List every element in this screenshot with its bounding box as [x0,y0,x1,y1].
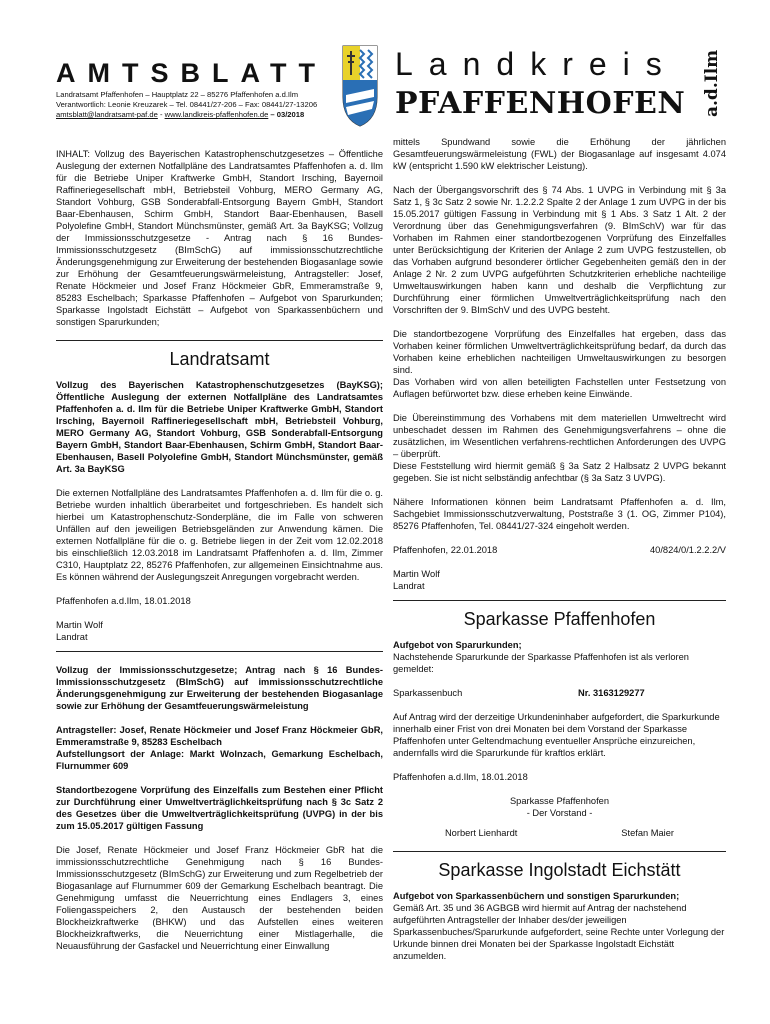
imm-heading: Vollzug der Immissionsschutzgesetze; Antrag nach § 16 Bundes-Immissionsschutzgesetz (BImSchG) auf immissionsschutzrechtliche Änderungsgenehmigung zur Erweiterung der bestehenden Biogasanlage sowie zur Erhöhung der Gesamtfeuerungswärmeleistung [56,665,383,711]
responsible-line: Verantwortlich: Leonie Kreuzarek – Tel. 08441/27-206 – Fax: 08441/27-13206 [56,100,318,110]
sp-heading: Aufgebot von Sparurkunden; [393,640,522,650]
website-link[interactable]: www.landkreis-pfaffenhofen.de [164,110,269,120]
brand-landkreis: Landkreis [395,46,678,82]
conformity-paragraph: Die Übereinstimmung des Vorhabens mit dem materiellen Umweltrecht wird unbeschadet dessen im Rahmen des Genehmigungsverfahrens – ohne die zusätzlichen, im Wesentlichen verfahrens-rechtlichen Anforderungen des UVPG – überprüft. [393,413,726,459]
date-row [393,544,726,556]
amtsblatt-title: AMTSBLATT [56,58,327,88]
brand-adilm: a.d.Ilm [702,49,722,117]
sp-signer-1: Norbert Lienhardt [444,828,518,838]
imm-role: Landrat [393,581,425,591]
imm-applicant: Antragsteller: Josef, Renate Höckmeier und Josef Franz Höckmeier GbR, Emmeramstraße 9, 85283 Eschelbach [56,725,383,747]
publisher-line: Landratsamt Pfaffenhofen – Hauptplatz 22 – 85276 Pfaffenhofen a.d.Ilm [56,90,299,99]
imm-location: Aufstellungsort der Anlage: Markt Wolnzach, Gemarkung Eschelbach, Flurnummer 609 [56,749,383,771]
sp-signatures [393,827,726,839]
ksg-date: Pfaffenhofen a.d.Ilm, 18.01.2018 [56,596,191,606]
issue-number: – 03/2018 [268,110,305,120]
sp-signer-2: Stefan Maier [621,828,674,838]
sp-book-label: Sparkassenbuch [393,688,463,698]
sp-date: Pfaffenhofen a.d.Ilm, 18.01.2018 [393,772,528,782]
sp-intro: Nachstehende Sparurkunde der Sparkasse Pfaffenhofen ist als verloren gemeldet: [393,652,689,674]
sp-book-number: Nr. 3163129277 [578,688,645,698]
email-link[interactable]: amtsblatt@landratsamt-paf.de [56,110,158,120]
imm-subheading: Standortbezogene Vorprüfung des Einzelfalls zum Bestehen einer Pflicht zur Durchführung einer Umweltverträglichkeitsprüfung nach § 3c Satz 2 des Gesetzes über die Umweltverträglichkeitsprüfung (UVPG) in der bis zum 15.05.2017 gültigen Fassung [56,785,383,831]
sp-board: - Der Vorstand - [526,808,593,818]
coat-of-arms-icon [342,45,378,127]
ksg-heading: Vollzug des Bayerischen Katastrophenschutzgesetzes (BayKSG); Öffentliche Auslegung der externen Notfallpläne des Landratsamtes Pfaffenhofen a. d. Ilm für die Betriebe Uniper Kraftwerke GmbH, Standort Irsching, Bayernoil Raffineriegesellschaft mbH, Betriebsteil Vohburg, MERO Germany AG, Standort Vohburg, GSB Sonderabfall-Entsorgung Bayern GmbH, Standort Baar-Ebenhausen, Schirm GmbH, Standort Baar-Ebenhausen, Basell Polyolefine GmbH, Standort Münchsmünster, gemäß Art. 3a BayKSG [56,380,383,474]
vorpruefung-paragraph: Nach der Übergangsvorschrift des § 74 Abs. 1 UVPG in Verbindung mit § 3a Satz 1, § 3c Satz 2 sowie Nr. 1.2.2.2 Spalte 2 der Anlage 1 zum UVPG in der bis 15.05.2017 gültigen Fassung in Verbindung mit § 1 Abs. 3 Satz 1 Alt. 2 der Verordnung über das Genehmigungsverfahren (9. BImSchV) war für das Vorhaben im Rahmen einer standortbezogenen Vorprüfung des Einzelfalles unter Berücksichtigung der Kriterien der Anlage 2 zum UVPG festzustellen, ob das Vorhaben aufgrund besonderer örtlicher Gegebenheiten gemäß den in der Anlage 2 Nr. 2 zum UVPG aufgeführten Schutzkriterien erhebliche nachteilige Umweltauswirkungen haben kann und deshalb die Verpflichtung zur Durchführung einer förmlichen Umweltverträglichkeitsprüfung nach den Vorschriften der 9. BImSchV und des UVPG besteht. [393,185,726,315]
info-paragraph: Nähere Informationen können beim Landratsamt Pfaffenhofen a. d. Ilm, Sachgebiet Immissionsschutzverwaltung, Poststraße 3 (1. OG, Zimmer P104), 85276 Pfaffenhofen, Tel. 08441/27-324 eingeholt werden. [393,497,726,531]
imm-body: Die Josef, Renate Höckmeier und Josef Franz Höckmeier GbR hat die immissionsschutzrechtliche Genehmigung nach § 16 Bundes-Immissionsschutzgesetz (BImSchG) zur Erweiterung und zum Regelbetrieb der Biogasanlage auf Flurnummer 609 der Gemarkung Eschelbach beantragt. Die Genehmigung umfasst die Neuerrichtung eines Endlagers 3, eines Foliengasspeichers 2, den Austausch der bestehenden beiden Blockheizkraftwerke (BHKW) und das Aufstellen eines weiteren Blockheizkraftwerks, die Neuerrichtung einer Mistlagerhalle, die Neuausführung der Gasfackel und Neuerrichtung einer Einwallung [56,845,383,951]
ksg-body: Die externen Notfallpläne des Landratsamtes Pfaffenhofen a. d. Ilm für die o. g. Betriebe wurden inhaltlich überarbeitet und fortgeschrieben. Es handelt sich hierbei um Katastrophenschutz-Sonderpläne, die im Falle von schweren Unfällen auf den jeweiligen Betriebsgeländen zur Anwendung kämen. Die externen Notfallpläne für die o. g. Betriebe liegen in der Zeit vom 12.02.2018 bis einschließlich 12.03.2018 im Landratsamt Pfaffenhofen a. d. Ilm, Zimmer C310, Hauptplatz 22, 85276 Pfaffenhofen, zur allgemeinen Einsichtnahme aus. Es können während der Auslegungszeit Anregungen vorgebracht werden. [56,488,383,582]
brand-pfaffenhofen: PFAFFENHOFEN [395,86,686,121]
announcement-paragraph: Diese Feststellung wird hiermit gemäß § 3a Satz 2 Halbsatz 2 UVPG bekannt gegeben. Sie ist nicht selbständig anfechtbar (§ 3a Satz 3 UVPG). [393,461,726,483]
right-column [393,136,726,962]
divider [393,851,726,852]
left-column [56,148,383,952]
ksg-signer: Martin Wolf [56,620,103,630]
divider [393,600,726,601]
sp-book-row [393,687,726,699]
result-paragraph-2: Das Vorhaben wird von allen beteiligten Fachstellen unter Festsetzung von Auflagen befürwortet bzw. diese erheben keine Einwände. [393,377,726,399]
result-paragraph: Die standortbezogene Vorprüfung des Einzelfalles hat ergeben, dass das Vorhaben keiner förmlichen Umweltverträglichkeitsprüfung bedarf, da durch das Vorhaben keine erheblichen nachteiligen Umweltauswirkungen zu besorgen sind. [393,329,726,375]
sp-org: Sparkasse Pfaffenhofen [509,796,610,806]
si-heading: Aufgebot von Sparkassenbüchern und sonstigen Sparurkunden; [393,891,680,901]
imm-body-cont: mittels Spundwand sowie die Erhöhung der jährlichen Gesamtfeuerungswärmeleistung (FWL) der Biogasanlage auf insgesamt 4.074 kW (entspricht 1.590 kW elektrischer Leistung). [393,137,726,171]
reference-number: 40/824/0/1.2.2.2/V [650,545,726,555]
ksg-role: Landrat [56,632,88,642]
contact-line: amtsblatt@landratsamt-paf.de - www.landkreis-pfaffenhofen.de – 03/2018 [56,110,305,120]
si-body: Gemäß Art. 35 und 36 AGBGB wird hiermit auf Antrag der nachstehend aufgeführten Antragsteller der Inhaber des/der jeweiligen Sparkassenbuches/Sparurkunde aufgefordert, seine Rechte unter Vorlegung der Urkunde binnen drei Monaten bei der Sparkasse Ingolstadt Eichstätt anzumelden. [393,903,725,961]
sp-body: Auf Antrag wird der derzeitige Urkundeninhaber aufgefordert, die Sparkurkunde innerhalb einer Frist von drei Monaten bei dem Vorstand der Sparkasse Pfaffenhofen unter Geltendmachung eventueller Ansprüche einzureichen, andernfalls wird die Sparurkunde für kraftlos erklärt. [393,712,720,758]
section-title-sparkasse-ingolstadt: Sparkasse Ingolstadt Eichstätt [438,860,681,880]
imm-signer: Martin Wolf [393,569,440,579]
divider [56,651,383,652]
divider [56,340,383,341]
imm-date: Pfaffenhofen, 22.01.2018 [393,545,498,555]
contents-paragraph: INHALT: Vollzug des Bayerischen Katastrophenschutzgesetzes – Öffentliche Auslegung der externen Notfallpläne des Landratsamtes Pfaffenhofen a. d. Ilm für die Betriebe Uniper Kraftwerke GmbH, Standort Irsching, Bayernoil Raffineriegesellschaft mbH, Betriebsteil Vohburg, MERO Germany AG, Standort Vohburg, GSB Sonderabfall-Entsorgung Bayern GmbH, Standort Baar-Ebenhausen, Schirm GmbH, Standort Baar-Ebenhausen, Basell Polyolefine GmbH, Standort Münchsmünster, gemäß Art. 3a BayKSG; Vollzug der Immissionsschutzgesetze - Antrag nach § 16 Bundes-Immissionsschutzgesetz (BImSchG) auf immissionsschutzrechtliche Änderungsgenehmigung zur Erweiterung der bestehenden Biogasanlage sowie zur Erhöhung der Gesamtfeuerungswärmeleistung, Antragsteller: Josef, Renate Höckmeier und Josef Franz Höckmeier GbR, Emmeramstraße 9, 85283 Eschelbach; Sparkasse Pfaffenhofen – Aufgebot von Sparurkunden; Sparkasse Ingolstadt Eichstätt – Aufgebot von Sparkassenbüchern und sonstigen Sparurkunden; [56,149,383,327]
section-title-landratsamt: Landratsamt [169,349,270,369]
publisher-info [56,90,317,121]
section-title-sparkasse-pfaffenhofen: Sparkasse Pfaffenhofen [463,609,656,629]
